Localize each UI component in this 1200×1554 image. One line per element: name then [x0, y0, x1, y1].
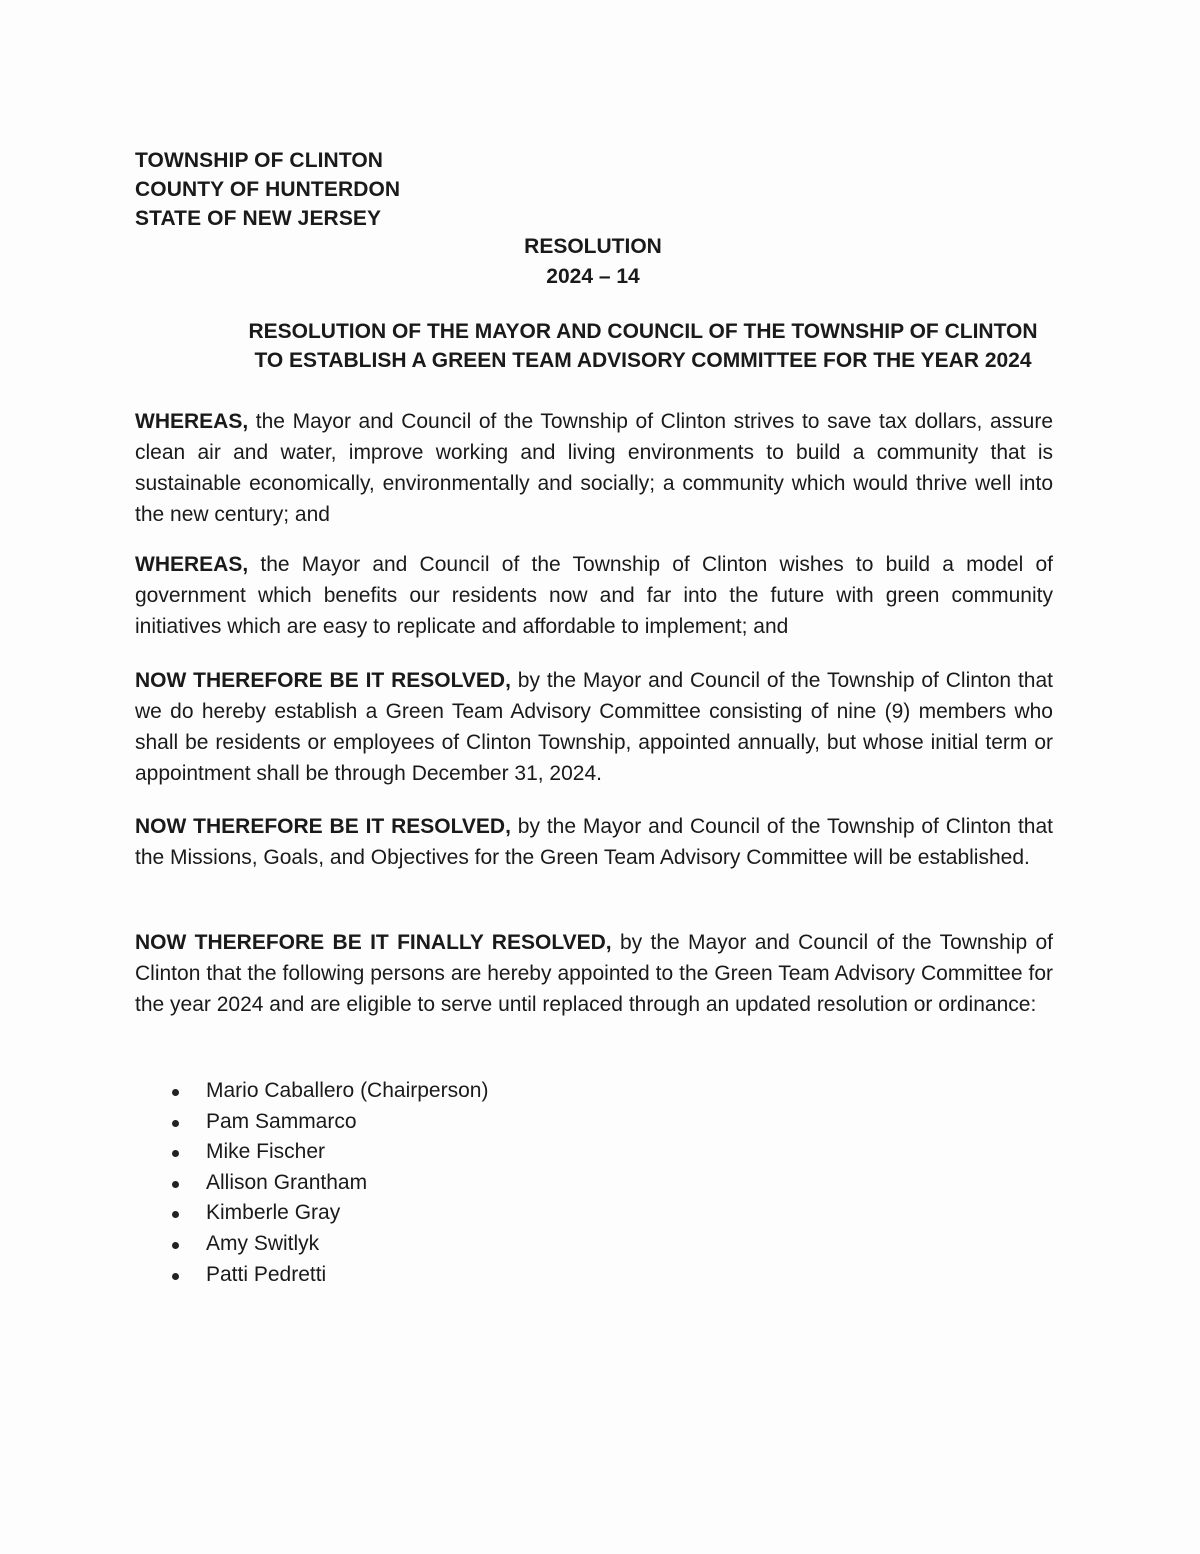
title-line-2: TO ESTABLISH A GREEN TEAM ADVISORY COMMITTEE FOR THE YEAR 2024 [254, 349, 1032, 372]
bullet-icon [172, 1150, 179, 1157]
whereas-paragraph-2 [135, 549, 1053, 642]
paragraph-text: by the Mayor and Council of the Township of Clinton that the Missions, Goals, and Objectives for the Green Team Advisory Committee will be established. [135, 815, 1053, 869]
member-name: Pam Sammarco [206, 1109, 357, 1133]
member-name: Patti Pedretti [206, 1262, 327, 1286]
paragraph-text: the Mayor and Council of the Township of Clinton wishes to build a model of government which benefits our residents now and far into the future with green community initiatives which are easy to replicate and affordable to implement; and [135, 553, 1053, 638]
resolution-title [120, 317, 1166, 375]
member-list [170, 1076, 488, 1290]
header-township: TOWNSHIP OF CLINTON [135, 149, 384, 172]
bullet-icon [172, 1089, 179, 1096]
header-state: STATE OF NEW JERSEY [135, 207, 382, 230]
list-item [170, 1229, 488, 1260]
paragraph-lead: NOW THEREFORE BE IT FINALLY RESOLVED, [135, 931, 612, 954]
bullet-icon [172, 1273, 179, 1280]
list-item [170, 1107, 488, 1138]
paragraph-text: by the Mayor and Council of the Township of Clinton that we do hereby establish a Green Team Advisory Committee consisting of nine (9) members who shall be residents or employees of Clinton Township, appointed annually, but whose initial term or appointment shall be through December 31, 2024. [135, 669, 1053, 785]
paragraph-text: the Mayor and Council of the Township of Clinton strives to save tax dollars, assure clean air and water, improve working and living environments to build a community that is sustainable economically, environmentally and socially; a community which would thrive well into the new century; and [135, 410, 1053, 526]
resolved-paragraph-1 [135, 665, 1053, 789]
bullet-icon [172, 1211, 179, 1218]
resolved-paragraph-2 [135, 811, 1053, 873]
member-name: Mario Caballero (Chairperson) [206, 1079, 489, 1102]
list-item [170, 1168, 488, 1199]
municipality-header [135, 146, 400, 233]
member-name: Mike Fischer [206, 1140, 326, 1164]
list-item [170, 1137, 488, 1168]
member-name: Allison Grantham [206, 1170, 368, 1194]
list-item [170, 1198, 488, 1229]
resolution-number: 2024 – 14 [546, 265, 640, 288]
title-line-1: RESOLUTION OF THE MAYOR AND COUNCIL OF THE TOWNSHIP OF CLINTON [248, 320, 1038, 343]
paragraph-lead: NOW THEREFORE BE IT RESOLVED, [135, 669, 511, 692]
list-item [170, 1260, 488, 1291]
member-name: Amy Switlyk [206, 1231, 320, 1255]
paragraph-lead: WHEREAS, [135, 410, 249, 433]
bullet-icon [172, 1120, 179, 1127]
paragraph-text: by the Mayor and Council of the Township of Clinton that the following persons are hereby appointed to the Green Team Advisory Committee for the year 2024 and are eligible to serve until replaced through an updated resolution or ordinance: [135, 931, 1054, 1016]
finally-resolved-paragraph [135, 927, 1053, 1020]
paragraph-lead: WHEREAS, [135, 553, 249, 576]
bullet-icon [172, 1181, 179, 1188]
bullet-icon [172, 1242, 179, 1249]
resolution-label: RESOLUTION [524, 235, 662, 258]
whereas-paragraph-1 [135, 406, 1053, 530]
resolution-heading [0, 232, 1186, 292]
list-item [170, 1076, 488, 1107]
paragraph-lead: NOW THEREFORE BE IT RESOLVED, [135, 815, 511, 838]
member-name: Kimberle Gray [206, 1201, 341, 1225]
header-county: COUNTY OF HUNTERDON [135, 178, 401, 201]
